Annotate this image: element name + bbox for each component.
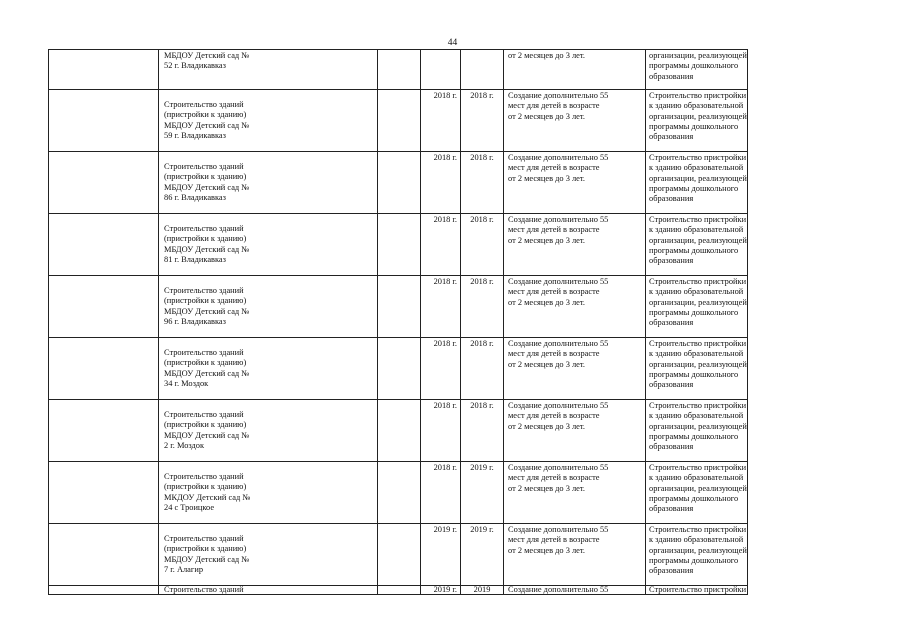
cell-text-line: организации, реализующей bbox=[649, 111, 747, 121]
cell-text-line: 81 г. Владикавказ bbox=[164, 254, 226, 264]
blank-cell-left bbox=[49, 586, 159, 595]
cell-text-line: Создание дополнительно 55 bbox=[508, 463, 609, 472]
cell-text-line: программы дошкольного bbox=[649, 431, 739, 441]
cell-text-line: МБДОУ Детский сад № bbox=[164, 244, 250, 254]
cell-text-line: программы дошкольного bbox=[649, 183, 739, 193]
cell-text: 2018 г. bbox=[433, 463, 457, 472]
expected-result-cell bbox=[504, 462, 646, 524]
cell-text: 2018 г. bbox=[470, 215, 494, 224]
cell-text-line: к зданию образовательной bbox=[649, 473, 744, 483]
cell-text-line: 2 г. Моздок bbox=[164, 440, 205, 450]
cell-text-line: Строительство пристройки bbox=[649, 401, 747, 410]
cell-text: 2018 г. bbox=[470, 153, 494, 162]
cell-text-line: Строительство зданий bbox=[164, 534, 244, 543]
end-year-cell bbox=[461, 50, 504, 90]
cell-text-line: МБДОУ Детский сад № bbox=[164, 306, 250, 316]
blank-cell-mid bbox=[378, 276, 421, 338]
cell-text-line: мест для детей в возрасте bbox=[508, 349, 600, 359]
table-row bbox=[49, 338, 748, 400]
cell-text: 2019 г. bbox=[433, 585, 457, 594]
cell-text-line: МБДОУ Детский сад № bbox=[164, 368, 250, 378]
end-year-cell bbox=[461, 90, 504, 152]
cell-text: 2019 г. bbox=[470, 525, 494, 534]
object-name-cell bbox=[159, 462, 378, 524]
cell-text: 2018 г. bbox=[470, 91, 494, 100]
cell-text-line: Строительство пристройки bbox=[649, 153, 747, 162]
cell-text-line: программы дошкольного bbox=[649, 369, 739, 379]
cell-text-line: Строительство зданий bbox=[164, 410, 244, 419]
blank-cell-mid bbox=[378, 214, 421, 276]
cell-text-line: МБДОУ Детский сад № bbox=[164, 554, 250, 564]
end-year-cell bbox=[461, 276, 504, 338]
cell-text-line: Строительство пристройки bbox=[649, 525, 747, 534]
cell-text-line: организации, реализующей bbox=[649, 483, 747, 493]
cell-text-line: организации, реализующей bbox=[649, 545, 747, 555]
cell-text-line: Создание дополнительно 55 bbox=[508, 91, 609, 100]
start-year-cell bbox=[421, 524, 461, 586]
blank-cell-mid bbox=[378, 90, 421, 152]
cell-text-line: Строительство пристройки bbox=[649, 277, 747, 286]
cell-text: 2018 г. bbox=[470, 277, 494, 286]
blank-cell-left bbox=[49, 152, 159, 214]
cell-text-line: Создание дополнительно 55 bbox=[508, 525, 609, 534]
cell-text-line: Создание дополнительно 55 bbox=[508, 277, 609, 286]
cell-text: 2018 г. bbox=[470, 401, 494, 410]
cell-text-line: Создание дополнительно 55 bbox=[508, 153, 609, 162]
cell-text-line: Строительство пристройки bbox=[649, 91, 747, 100]
end-year-cell bbox=[461, 524, 504, 586]
cell-text-line: организации, реализующей bbox=[649, 359, 747, 369]
cell-text-line: мест для детей в возрасте bbox=[508, 535, 600, 545]
expected-result-cell bbox=[504, 586, 646, 595]
cell-text-line: программы дошкольного bbox=[649, 121, 739, 131]
cell-text-line: образования bbox=[649, 194, 694, 204]
table-row bbox=[49, 462, 748, 524]
cell-text: 2018 г. bbox=[433, 153, 457, 162]
object-name-cell bbox=[159, 400, 378, 462]
cell-text-line: от 2 месяцев до 3 лет. bbox=[508, 421, 585, 431]
cell-text-line: к зданию образовательной bbox=[649, 225, 744, 235]
cell-text-line: организации, реализующей bbox=[649, 421, 747, 431]
blank-cell-left bbox=[49, 214, 159, 276]
cell-text-line: программы дошкольного bbox=[649, 61, 739, 71]
cell-text-line: мест для детей в возрасте bbox=[508, 101, 600, 111]
expected-result-cell bbox=[504, 524, 646, 586]
activity-description-cell bbox=[646, 400, 748, 462]
cell-text-line: от 2 месяцев до 3 лет. bbox=[508, 359, 585, 369]
cell-text-line: Строительство зданий bbox=[164, 348, 244, 357]
start-year-cell bbox=[421, 214, 461, 276]
table-row bbox=[49, 152, 748, 214]
cell-text-line: (пристройки к зданию) bbox=[164, 482, 247, 492]
cell-text: 2018 г. bbox=[433, 277, 457, 286]
cell-text-line: от 2 месяцев до 3 лет. bbox=[508, 111, 585, 121]
cell-text: 2018 г. bbox=[433, 339, 457, 348]
blank-cell-left bbox=[49, 524, 159, 586]
blank-cell-mid bbox=[378, 524, 421, 586]
cell-text-line: Создание дополнительно 55 bbox=[508, 401, 609, 410]
start-year-cell bbox=[421, 152, 461, 214]
end-year-cell bbox=[461, 586, 504, 595]
cell-text-line: МБДОУ Детский сад № bbox=[164, 120, 250, 130]
cell-text-line: к зданию образовательной bbox=[649, 287, 744, 297]
cell-text-line: организации, реализующей bbox=[649, 173, 747, 183]
cell-text: 2018 г. bbox=[470, 339, 494, 348]
object-name-cell bbox=[159, 90, 378, 152]
cell-text-line: 86 г. Владикавказ bbox=[164, 192, 226, 202]
end-year-cell bbox=[461, 338, 504, 400]
expected-result-cell bbox=[504, 90, 646, 152]
blank-cell-left bbox=[49, 462, 159, 524]
end-year-cell bbox=[461, 462, 504, 524]
cell-text-line: Строительство зданий bbox=[164, 224, 244, 233]
object-name-cell bbox=[159, 586, 378, 595]
table-row bbox=[49, 524, 748, 586]
activity-description-cell bbox=[646, 90, 748, 152]
cell-text-line: 7 г. Алагир bbox=[164, 564, 204, 574]
cell-text-line: к зданию образовательной bbox=[649, 411, 744, 421]
cell-text-line: Строительство зданий bbox=[164, 286, 244, 295]
cell-text-line: от 2 месяцев до 3 лет. bbox=[508, 173, 585, 183]
cell-text-line: от 2 месяцев до 3 лет. bbox=[508, 235, 585, 245]
object-name-cell bbox=[159, 338, 378, 400]
cell-text-line: образования bbox=[649, 442, 694, 452]
cell-text-line: 59 г. Владикавказ bbox=[164, 130, 226, 140]
cell-text-line: 24 с Троицкое bbox=[164, 502, 215, 512]
cell-text-line: мест для детей в возрасте bbox=[508, 225, 600, 235]
cell-text-line: образования bbox=[649, 380, 694, 390]
cell-text-line: программы дошкольного bbox=[649, 245, 739, 255]
activity-description-cell bbox=[646, 586, 748, 595]
cell-text-line: мест для детей в возрасте bbox=[508, 411, 600, 421]
start-year-cell bbox=[421, 400, 461, 462]
table-row bbox=[49, 276, 748, 338]
blank-cell-left bbox=[49, 90, 159, 152]
cell-text-line: 96 г. Владикавказ bbox=[164, 316, 226, 326]
activity-description-cell bbox=[646, 276, 748, 338]
expected-result-cell bbox=[504, 152, 646, 214]
cell-text-line: 52 г. Владикавказ bbox=[164, 61, 226, 71]
table-row bbox=[49, 50, 748, 90]
start-year-cell bbox=[421, 50, 461, 90]
table-row bbox=[49, 214, 748, 276]
blank-cell-left bbox=[49, 338, 159, 400]
cell-text-line: (пристройки к зданию) bbox=[164, 234, 247, 244]
end-year-cell bbox=[461, 152, 504, 214]
cell-text-line: образования bbox=[649, 132, 694, 142]
end-year-cell bbox=[461, 214, 504, 276]
blank-cell-left bbox=[49, 400, 159, 462]
cell-text: 2018 г. bbox=[433, 91, 457, 100]
page-number: 44 bbox=[447, 38, 458, 48]
start-year-cell bbox=[421, 90, 461, 152]
blank-cell-left bbox=[49, 50, 159, 90]
cell-text-line: (пристройки к зданию) bbox=[164, 296, 247, 306]
cell-text-line: Строительство зданий bbox=[164, 585, 244, 594]
start-year-cell bbox=[421, 586, 461, 595]
cell-text-line: МБДОУ Детский сад № bbox=[164, 51, 250, 60]
cell-text-line: от 2 месяцев до 3 лет. bbox=[508, 483, 585, 493]
table-row bbox=[49, 400, 748, 462]
cell-text-line: Строительство зданий bbox=[164, 162, 244, 171]
cell-text-line: образования bbox=[649, 318, 694, 328]
cell-text-line: Создание дополнительно 55 bbox=[508, 339, 609, 348]
cell-text-line: Создание дополнительно 55 bbox=[508, 215, 609, 224]
activity-description-cell bbox=[646, 524, 748, 586]
cell-text-line: мест для детей в возрасте bbox=[508, 163, 600, 173]
cell-text-line: Создание дополнительно 55 bbox=[508, 585, 609, 594]
expected-result-cell bbox=[504, 276, 646, 338]
object-name-cell bbox=[159, 276, 378, 338]
cell-text-line: образования bbox=[649, 566, 694, 576]
cell-text-line: (пристройки к зданию) bbox=[164, 110, 247, 120]
expected-result-cell bbox=[504, 338, 646, 400]
cell-text-line: образования bbox=[649, 504, 694, 514]
object-name-cell bbox=[159, 50, 378, 90]
cell-text-line: от 2 месяцев до 3 лет. bbox=[508, 545, 585, 555]
cell-text-line: Строительство пристройки bbox=[649, 339, 747, 348]
cell-text-line: МКДОУ Детский сад № bbox=[164, 492, 251, 502]
cell-text: 2019 bbox=[473, 585, 491, 594]
cell-text-line: (пристройки к зданию) bbox=[164, 358, 247, 368]
cell-text-line: к зданию образовательной bbox=[649, 349, 744, 359]
blank-cell-mid bbox=[378, 462, 421, 524]
activity-description-cell bbox=[646, 152, 748, 214]
cell-text: 2018 г. bbox=[433, 215, 457, 224]
expected-result-cell bbox=[504, 214, 646, 276]
cell-text-line: Строительство пристройки bbox=[649, 585, 747, 594]
cell-text-line: мест для детей в возрасте bbox=[508, 473, 600, 483]
cell-text-line: Строительство пристройки bbox=[649, 215, 747, 224]
end-year-cell bbox=[461, 400, 504, 462]
blank-cell-left bbox=[49, 276, 159, 338]
activity-description-cell bbox=[646, 338, 748, 400]
object-name-cell bbox=[159, 152, 378, 214]
activity-description-cell bbox=[646, 214, 748, 276]
table-row bbox=[49, 90, 748, 152]
cell-text-line: (пристройки к зданию) bbox=[164, 544, 247, 554]
cell-text-line: (пристройки к зданию) bbox=[164, 172, 247, 182]
start-year-cell bbox=[421, 338, 461, 400]
cell-text-line: к зданию образовательной bbox=[649, 163, 744, 173]
cell-text-line: мест для детей в возрасте bbox=[508, 287, 600, 297]
table-body bbox=[49, 50, 748, 595]
cell-text-line: программы дошкольного bbox=[649, 493, 739, 503]
cell-text: 2018 г. bbox=[433, 401, 457, 410]
cell-text-line: 34 г. Моздок bbox=[164, 378, 209, 388]
cell-text-line: от 2 месяцев до 3 лет. bbox=[508, 51, 585, 60]
cell-text-line: Строительство пристройки bbox=[649, 463, 747, 472]
cell-text-line: организации, реализующей bbox=[649, 235, 747, 245]
blank-cell-mid bbox=[378, 586, 421, 595]
cell-text-line: Строительство зданий bbox=[164, 100, 244, 109]
cell-text-line: от 2 месяцев до 3 лет. bbox=[508, 297, 585, 307]
cell-text-line: Строительство зданий bbox=[164, 472, 244, 481]
start-year-cell bbox=[421, 462, 461, 524]
expected-result-cell bbox=[504, 400, 646, 462]
expected-result-cell bbox=[504, 50, 646, 90]
cell-text-line: к зданию образовательной bbox=[649, 535, 744, 545]
cell-text-line: (пристройки к зданию) bbox=[164, 420, 247, 430]
start-year-cell bbox=[421, 276, 461, 338]
cell-text-line: к зданию образовательной bbox=[649, 101, 744, 111]
activity-description-cell bbox=[646, 50, 748, 90]
cell-text-line: образования bbox=[649, 71, 694, 81]
program-table bbox=[48, 49, 748, 595]
blank-cell-mid bbox=[378, 152, 421, 214]
cell-text-line: программы дошкольного bbox=[649, 555, 739, 565]
cell-text-line: организации, реализующей bbox=[649, 297, 747, 307]
object-name-cell bbox=[159, 524, 378, 586]
cell-text: 2019 г. bbox=[470, 463, 494, 472]
blank-cell-mid bbox=[378, 338, 421, 400]
table-row bbox=[49, 586, 748, 595]
object-name-cell bbox=[159, 214, 378, 276]
cell-text: 2019 г. bbox=[433, 525, 457, 534]
blank-cell-mid bbox=[378, 400, 421, 462]
blank-cell-mid bbox=[378, 50, 421, 90]
cell-text-line: организации, реализующей bbox=[649, 51, 747, 60]
cell-text-line: программы дошкольного bbox=[649, 307, 739, 317]
cell-text-line: МБДОУ Детский сад № bbox=[164, 182, 250, 192]
cell-text-line: образования bbox=[649, 256, 694, 266]
activity-description-cell bbox=[646, 462, 748, 524]
cell-text-line: МБДОУ Детский сад № bbox=[164, 430, 250, 440]
